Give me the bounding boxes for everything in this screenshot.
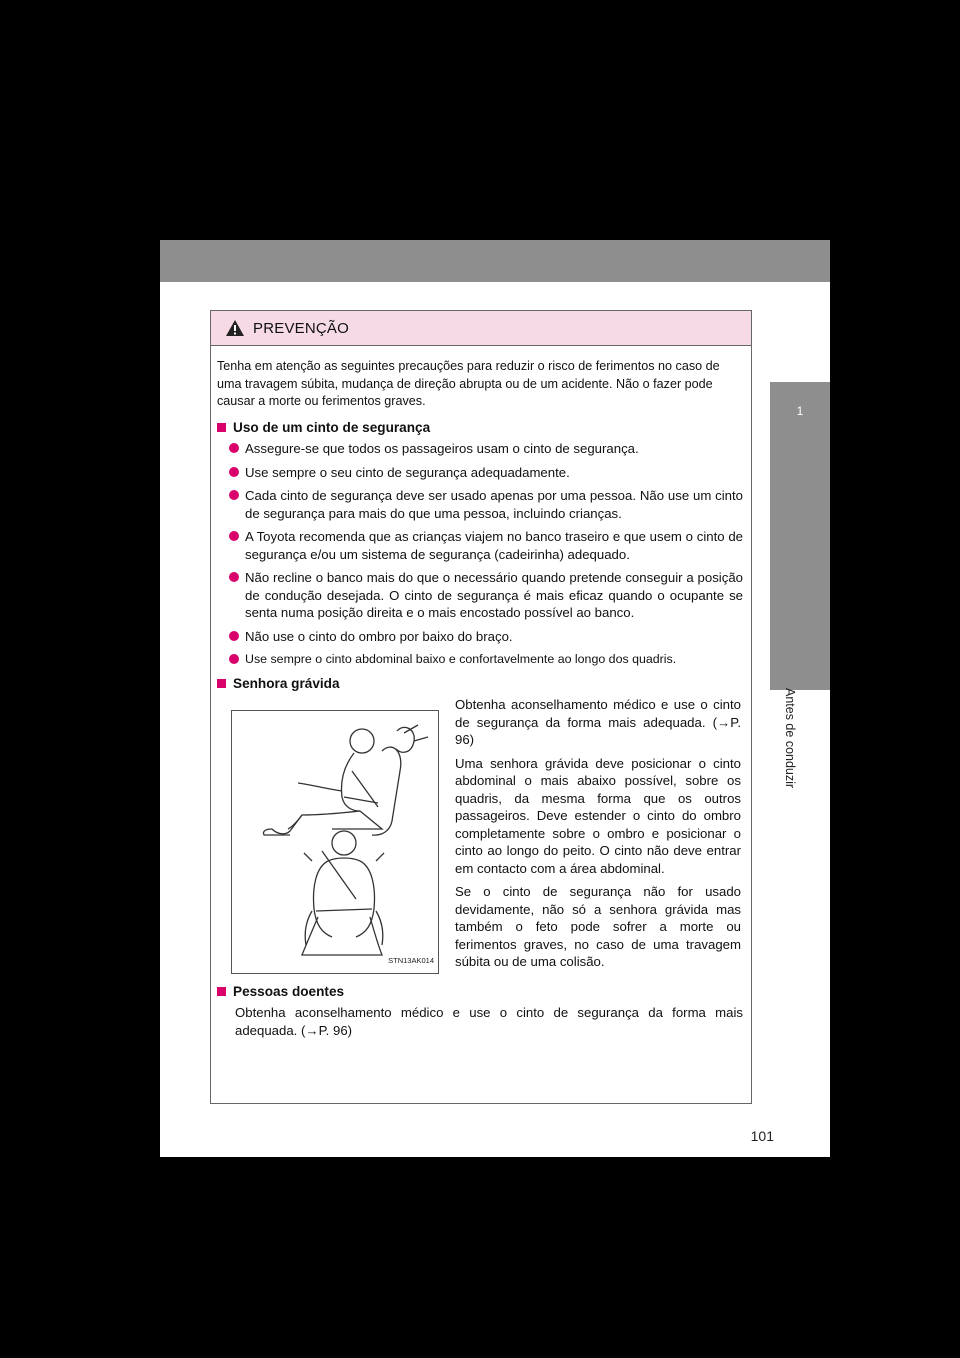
list-item-text: Não use o cinto do ombro por baixo do braço. (245, 628, 513, 644)
list-item (229, 628, 743, 646)
list-item-text: A Toyota recomenda que as crianças viajem no banco traseiro e que usem o cinto de segurança e/ou um sistema de segurança (cadeirinha) adequado. (245, 529, 743, 562)
paragraph: Se o cinto de segurança não for usado devidamente, não só a senhora grávida mas também o feto pode sofrer a morte ou ferimentos graves, no caso de uma travagem súbita ou de uma colisão. (455, 884, 741, 969)
list-item-text: Use sempre o cinto abdominal baixo e confortavelmente ao longo dos quadris. (245, 652, 677, 666)
figure-code: STN13AK014 (388, 955, 434, 965)
list-item (229, 487, 743, 522)
warning-triangle-icon (225, 319, 245, 337)
page-header-bar (160, 240, 830, 282)
list-item-text: Use sempre o seu cinto de segurança adequadamente. (245, 464, 570, 480)
section-heading-text: Senhora grávida (233, 675, 340, 691)
square-bullet-icon (217, 423, 226, 432)
list-item (229, 569, 743, 622)
section-heading-pregnant (217, 675, 743, 693)
warning-header (211, 311, 751, 346)
section-heading-text: Uso de um cinto de segurança (233, 419, 431, 435)
section-heading-seatbelt (217, 419, 743, 437)
list-item (229, 528, 743, 563)
square-bullet-icon (217, 679, 226, 688)
sick-text: Obtenha aconselhamento médico e use o cinto de segurança da forma mais adequada. (→P. 96) (235, 1005, 743, 1038)
pregnant-woman-seatbelt-illustration (231, 710, 439, 974)
bullet-dot-icon (229, 443, 239, 453)
chapter-number: 1 (796, 404, 804, 418)
chapter-tab (770, 382, 830, 690)
paragraph: Obtenha aconselhamento médico e use o cinto de segurança da forma mais adequada. (→P. 96) (455, 697, 741, 747)
warning-intro: Tenha em atenção as seguintes precauções para reduzir o risco de ferimentos no caso de uma travagem súbita, mudança de direção abrupta ou de um acidente. Não o fazer pode causar a morte ou ferimentos graves. (217, 359, 720, 408)
warning-box (210, 310, 752, 1104)
pregnant-text (455, 696, 743, 977)
square-bullet-icon (217, 987, 226, 996)
section-heading-text: Pessoas doentes (233, 983, 345, 999)
page-number: 101 (750, 1128, 774, 1144)
paragraph: Uma senhora grávida deve posicionar o cinto abdominal o mais abaixo possível, sobre os quadris, da mesma forma que os outros passageiros. Deve estender o cinto do ombro completamente sobre o ombro e posicionar o cinto ao longo do peito. O cinto não deve entrar em contacto com a área abdominal. (455, 755, 741, 876)
seatbelt-illustration-icon (232, 711, 438, 973)
chapter-title: Antes de conduzir (783, 688, 797, 789)
warning-title: PREVENÇÃO (253, 319, 349, 337)
pregnant-section (217, 696, 743, 977)
list-item-text: Assegure-se que todos os passageiros usam o cinto de segurança. (245, 441, 639, 456)
list-item-text: Não recline o banco mais do que o necessário quando pretende conseguir a posição de condução desejada. O cinto de segurança é mais eficaz quando o ocupante se senta numa posição direita e o mais encostado possível ao banco. (245, 570, 743, 620)
bullet-dot-icon (229, 531, 239, 541)
bullet-dot-icon (229, 467, 239, 477)
list-item (229, 464, 743, 482)
bullet-dot-icon (229, 572, 239, 582)
bullet-dot-icon (229, 654, 239, 664)
manual-page (160, 240, 830, 1157)
section-heading-sick (217, 983, 743, 1001)
warning-content (211, 346, 751, 1039)
bullet-dot-icon (229, 490, 239, 500)
bullet-dot-icon (229, 631, 239, 641)
list-item-text: Cada cinto de segurança deve ser usado apenas por uma pessoa. Não use um cinto de segurança para mais do que uma pessoa, incluindo crianças. (245, 488, 743, 521)
list-item (229, 440, 743, 458)
list-item (229, 651, 743, 669)
